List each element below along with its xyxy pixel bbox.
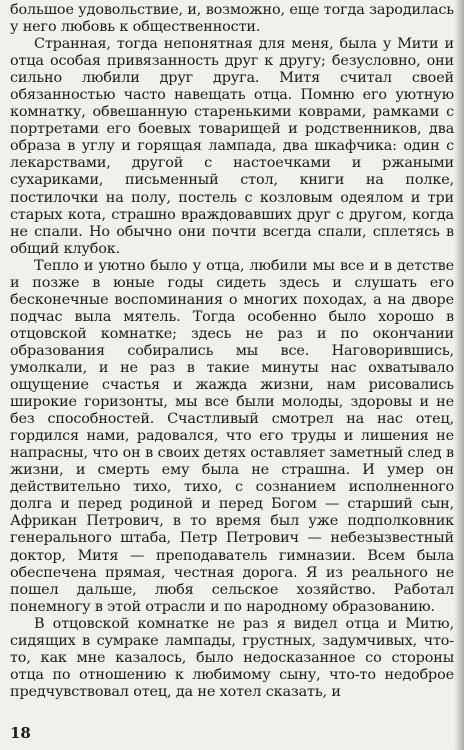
page-edge-shadow <box>454 0 464 750</box>
paragraph-3: Тепло и уютно было у отца, любили мы все и в детстве и позже в юные годы сидеть здесь и слушать его бесконечные воспоминания о многих походах, а на дворе подчас выла мятель. Тогда особенно было хорошо в отцовской комнатке; здесь не раз и по окончании образования собирались мы все. Наговорившись, умолкали, и не раз в такие минуты нас охватывало ощущение счастья и жажда жизни, нам рисовались широкие горизонты, мы все были молоды, здоровы и не без способностей. Счастливый смотрел на нас отец, гордился нами, радовался, что его труды и лишения не напрасны, что он в своих детях оставляет заметный след в жизни, и смерть ему была не страшна. И умер он действительно тихо, тихо, с сознанием исполненного долга и перед родиной и перед Богом — старший сын, Африкан Петрович, в то время был уже подполковник генерального штаба, Петр Петрович — небезызвестный доктор, Митя — преподаватель гимназии. Всем была обеспечена прямая, честная дорога. Я из реального не пошел дальше, любя сельское хозяйство. Работал понемногу в этой отрасли и по народному образованию. <box>10 257 454 615</box>
paragraph-4: В отцовской комнатке не раз я видел отца и Митю, сидящих в сумраке лампады, грустных, задумчивых, что-то, как мне казалось, было недосказанное со стороны отца по отношению к любимому сыну, что-то недоброе предчувствовал отец, да не хотел сказать, и <box>10 615 454 700</box>
paragraph-1: большое удовольствие, и, возможно, еще тогда зародилась у него любовь к общественности. <box>10 2 454 36</box>
paragraph-2: Странная, тогда непонятная для меня, была у Мити и отца особая привязанность друг к другу; безусловно, они сильно любили друг друга. Митя считал своей обязанностью часто навещать отца. Помню его уютную комнатку, обвешанную старенькими коврами, рамками с портретами его боевых товарищей и родственников, два образа в углу и горящая лампада, два шкафчика: один с лекарствами, другой с настоечками и ржаными сухариками, письменный стол, книги на полке, постилочки на полу, постель с козловым одеялом и три старых кота, страшно враждовавших друг с другом, когда не спали. Но обычно они почти всегда спали, сплетясь в общий клубок. <box>10 36 454 257</box>
page-number: 18 <box>10 724 31 742</box>
text-body <box>10 2 454 701</box>
